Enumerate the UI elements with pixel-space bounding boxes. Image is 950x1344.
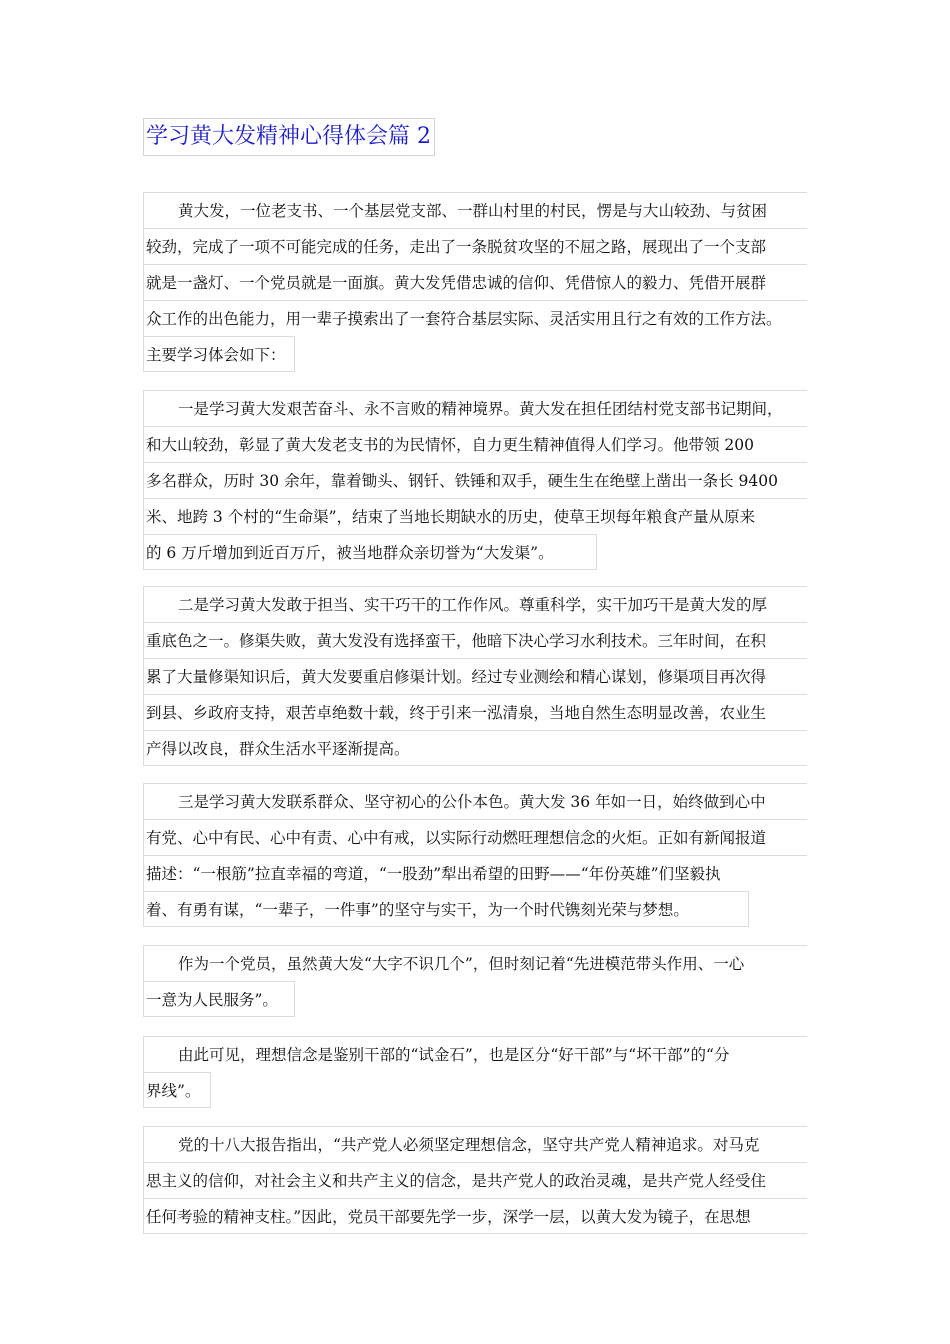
paragraph-party-report bbox=[143, 1126, 807, 1234]
text-line: 一意为人民服务”。 bbox=[143, 981, 295, 1017]
text-line: 黄大发，一位老支书、一个基层党支部、一群山村里的村民，愣是与大山较劲、与贫困 bbox=[143, 192, 807, 228]
page-title: 学习黄大发精神心得体会篇 2 bbox=[143, 118, 435, 156]
text-line: 思主义的信仰，对社会主义和共产主义的信念，是共产党人的政治灵魂，是共产党人经受住 bbox=[143, 1162, 807, 1198]
text-line: 到县、乡政府支持，艰苦卓绝数十载，终于引来一泓清泉，当地自然生态明显改善，农业生 bbox=[143, 694, 807, 730]
paragraph-point-three bbox=[143, 783, 807, 927]
text-line: 的 6 万斤增加到近百万斤，被当地群众亲切誉为“大发渠”。 bbox=[143, 534, 597, 570]
paragraph-conclusion bbox=[143, 1036, 807, 1108]
paragraph-point-two bbox=[143, 586, 807, 766]
text-line: 累了大量修渠知识后，黄大发要重启修渠计划。经过专业测绘和精心谋划，修渠项目再次得 bbox=[143, 658, 807, 694]
text-line: 众工作的出色能力，用一辈子摸索出了一套符合基层实际、灵活实用且行之有效的工作方法。 bbox=[143, 300, 807, 336]
text-line: 重底色之一。修渠失败，黄大发没有选择蛮干，他暗下决心学习水利技术。三年时间，在积 bbox=[143, 622, 807, 658]
text-line: 二是学习黄大发敢于担当、实干巧干的工作作风。尊重科学，实干加巧干是黄大发的厚 bbox=[143, 586, 807, 622]
text-line: 有党、心中有民、心中有责、心中有戒，以实际行动燃旺理想信念的火炬。正如有新闻报道 bbox=[143, 819, 807, 855]
text-line: 着、有勇有谋，“一辈子，一件事”的坚守与实干，为一个时代镌刻光荣与梦想。 bbox=[143, 891, 749, 927]
text-line: 党的十八大报告指出，“共产党人必须坚定理想信念，坚守共产党人精神追求。对马克 bbox=[143, 1126, 807, 1162]
paragraph-intro bbox=[143, 192, 807, 372]
text-line: 和大山较劲，彰显了黄大发老支书的为民情怀，自力更生精神值得人们学习。他带领 200 bbox=[143, 426, 807, 462]
text-line: 任何考验的精神支柱。”因此，党员干部要先学一步，深学一层，以黄大发为镜子，在思想 bbox=[143, 1198, 807, 1234]
text-line: 界线”。 bbox=[143, 1072, 211, 1108]
text-line: 较劲，完成了一项不可能完成的任务，走出了一条脱贫攻坚的不屈之路，展现出了一个支部 bbox=[143, 228, 807, 264]
text-line: 主要学习体会如下： bbox=[143, 336, 295, 372]
text-line: 由此可见，理想信念是鉴别干部的“试金石”，也是区分“好干部”与“坏干部”的“分 bbox=[143, 1036, 807, 1072]
text-line: 多名群众，历时 30 余年，靠着锄头、钢钎、铁锤和双手，硬生生在绝壁上凿出一条长 9400 bbox=[143, 462, 807, 498]
text-line: 一是学习黄大发艰苦奋斗、永不言败的精神境界。黄大发在担任团结村党支部书记期间， bbox=[143, 390, 807, 426]
text-line: 三是学习黄大发联系群众、坚守初心的公仆本色。黄大发 36 年如一日，始终做到心中 bbox=[143, 783, 807, 819]
text-line: 作为一个党员，虽然黄大发“大字不识几个”，但时刻记着“先进模范带头作用、一心 bbox=[143, 945, 807, 981]
text-line: 就是一盏灯、一个党员就是一面旗。黄大发凭借忠诚的信仰、凭借惊人的毅力、凭借开展群 bbox=[143, 264, 807, 300]
paragraph-member bbox=[143, 945, 807, 1017]
text-line: 米、地跨 3 个村的“生命渠”，结束了当地长期缺水的历史，使草王坝每年粮食产量从原来 bbox=[143, 498, 807, 534]
text-line: 描述：“一根筋”拉直幸福的弯道，“一股劲”犁出希望的田野——“年份英雄”们坚毅执 bbox=[143, 855, 807, 891]
paragraph-point-one bbox=[143, 390, 807, 570]
text-line: 产得以改良，群众生活水平逐渐提高。 bbox=[143, 730, 807, 766]
